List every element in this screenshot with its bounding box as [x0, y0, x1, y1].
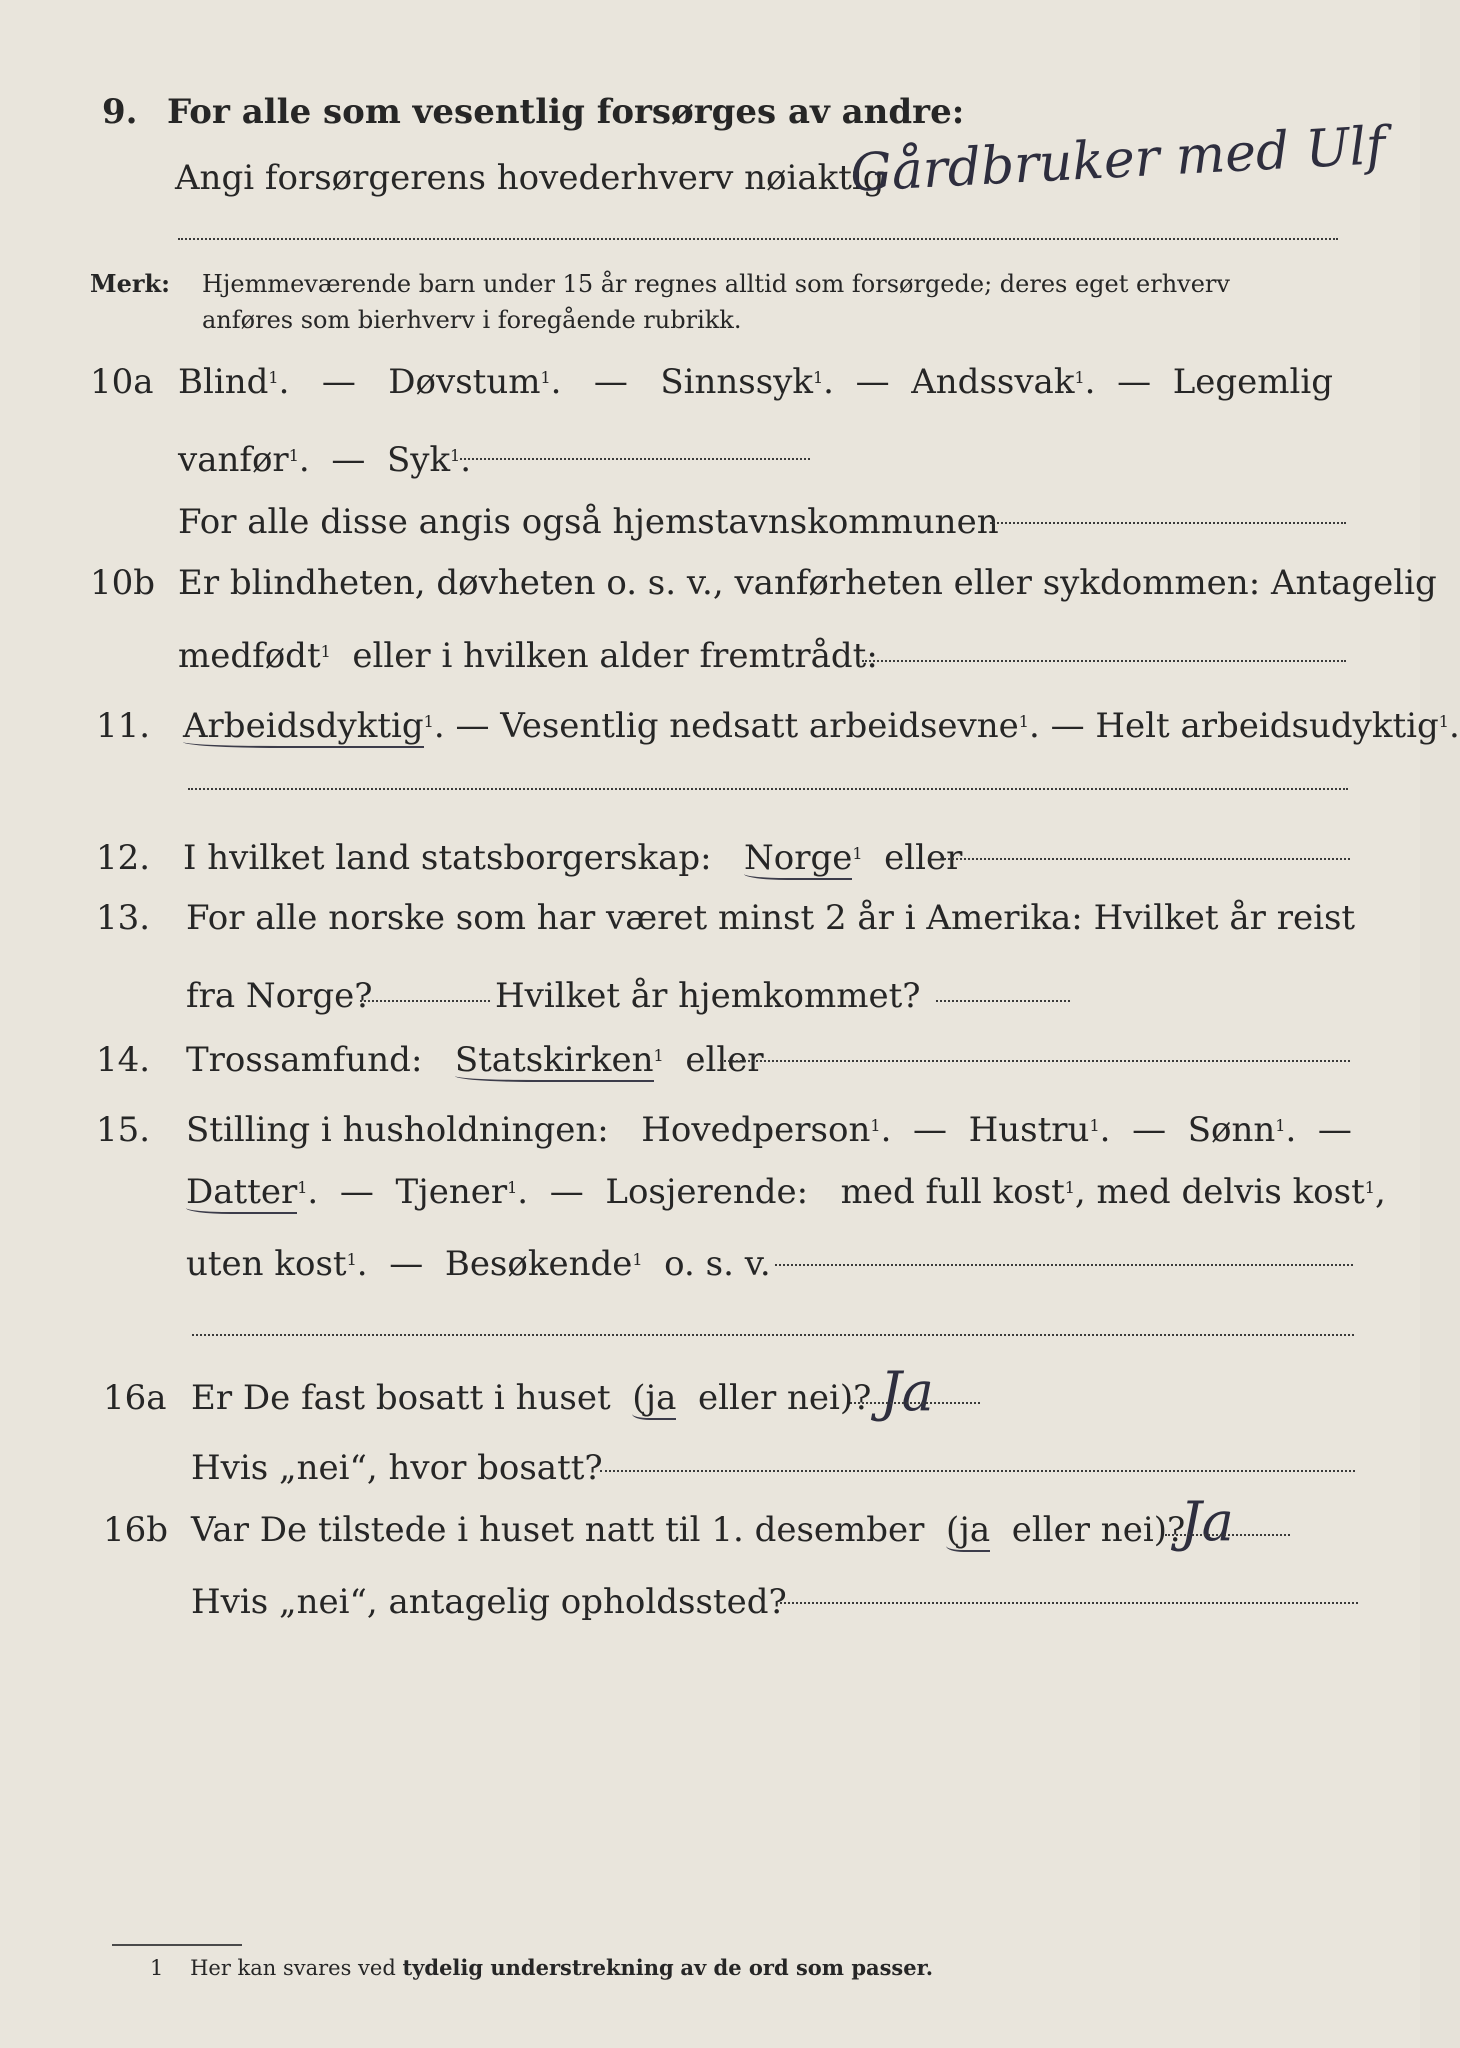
opt-tjener: Tjener [395, 1172, 508, 1212]
merk-text-2: anføres som bierhverv i foregående rubrikk. [202, 306, 742, 334]
q16b-answer-line [1165, 1534, 1290, 1536]
q10a-hjemstavn-line [990, 522, 1346, 524]
q9-question: For alle som vesentlig forsørges av andre: [167, 92, 965, 132]
opt-full-kost: med full kost [840, 1172, 1065, 1212]
q16a-answer-line [850, 1402, 980, 1404]
q16a-question: Er De fast bosatt i huset [191, 1378, 611, 1418]
q14-question: Trossamfund: [186, 1040, 423, 1080]
footnote: 1 Her kan svares ved tydelig understrekning av de ord som passer. [150, 1955, 934, 1980]
opt-statskirken-underlined: Statskirken [454, 1040, 654, 1080]
q13-hjemkommet-line [936, 1000, 1070, 1002]
opt-vanfor: vanfør [178, 440, 289, 480]
footnote-mark: 1 [150, 1956, 164, 1980]
opt-legemlig: Legemlig [1172, 362, 1334, 402]
q16a-number: 16a [103, 1378, 167, 1418]
q10b-number: 10b [90, 563, 156, 603]
q9-number: 9. [102, 92, 138, 132]
opt-uten-kost: uten kost [186, 1244, 347, 1284]
q9-handwritten-answer: Gårdbruker med Ulf [848, 116, 1387, 204]
q12-number: 12. [96, 838, 151, 878]
q16b-hvis-nei: Hvis „nei“, antagelig opholdssted? [191, 1582, 787, 1622]
q16a-hvis-nei: Hvis „nei“, hvor bosatt? [191, 1448, 603, 1488]
q14-number: 14. [96, 1040, 151, 1080]
q13-reist-line [360, 1000, 490, 1002]
q10b-alder: eller i hvilken alder fremtrådt: [352, 636, 878, 676]
q11-number: 11. [96, 706, 151, 746]
opt-datter-underlined: Datter [186, 1172, 298, 1212]
opt-dovstum: Døvstum [388, 362, 541, 402]
q10b-question: Er blindheten, døvheten o. s. v., vanførheten eller sykdommen: Antagelig [178, 563, 1437, 603]
opt-helt-arbeidsudyktig: Helt arbeidsudyktig [1095, 706, 1439, 746]
opt-syk: Syk [386, 440, 451, 480]
q13-question: For alle norske som har været minst 2 år i Amerika: Hvilket år reist [186, 898, 1356, 938]
q12-answer-line [940, 858, 1350, 860]
footnote-rule [112, 1944, 242, 1946]
opt-sinnssyk: Sinnssyk [660, 362, 813, 402]
opt-hovedperson: Hovedperson [641, 1110, 871, 1150]
q15-extra-line [192, 1334, 1354, 1336]
q9-sub-question: Angi forsørgerens hovederhverv nøiaktig [175, 158, 885, 198]
q16b-handwritten-answer: Ja [1180, 1490, 1234, 1553]
opt-arbeidsdyktig-underlined: Arbeidsdyktig [183, 706, 424, 746]
q15-answer-line [775, 1264, 1353, 1266]
opt-ja-underlined-2: (ja [946, 1510, 991, 1550]
q14-answer-line [720, 1060, 1350, 1062]
q15-number: 15. [96, 1110, 151, 1150]
opt-sonn: Sønn [1187, 1110, 1276, 1150]
q16b-opholdssted-line [780, 1602, 1358, 1604]
q16b-number: 16b [103, 1510, 169, 1550]
opt-hustru: Hustru [968, 1110, 1090, 1150]
opt-ja-underlined: (ja [632, 1378, 677, 1418]
q13-number: 13. [96, 898, 151, 938]
q10a-syk-line [460, 458, 810, 460]
q16a-bosatt-line [600, 1470, 1355, 1472]
q10a-number: 10a [90, 362, 154, 402]
q9-answer-line [178, 238, 1338, 240]
opt-delvis-kost: med delvis kost [1096, 1172, 1365, 1212]
census-form-page: 9. For alle som vesentlig forsørges av andre: Angi forsørgerens hovederhverv nøiaktig Gårdbruker med Ulf Merk: Hjemmeværende barn under 15 år regnes alltid som forsørgede; deres eget erhverv anføres som bierhverv i foregående rubrikk. 10a Blind$^1$. — Døvstum$^1$. — Sinnssyk$^1$. — Andssvak$^1$. — Legemlig vanfør$^1$. — Syk$^1$. For alle disse angis også hjemstavnskommunen 10b Er blindheten, døvheten o. s. v., vanførheten eller sykdommen: Antagelig medfødt$^1$ eller i hvilken alder fremtrådt: 11. Arbeidsdyktig$^1$. — Vesentlig nedsatt arbeidsevne$^1$. — Helt arbeidsudyktig$^1$. 12. I hvilket land statsborgerskap: Norge$^1$ eller 13. For alle norske som har været minst 2 år i Amerika: Hvilket år reist fra Norge? Hvilket år hjemkommet? 14. Trossamfund: Statskirken$^1$ eller 15. Stilling i husholdningen: Hovedperson$^1$. — Hustru$^1$. — Sønn$^1$. — Datter$^1$. — Tjener$^1$. — Losjerende: med full kost$^1$, med delvis kost$^1$, uten kost$^1$. — Besøkende$^1$ o. s. v. 16a Er De fast bosatt i huset (ja eller nei)? Ja Hvis „nei“, hvor bosatt? 16b Var De tilstede i huset natt til 1. desember (ja eller nei)? Ja Hvis „nei“, antagelig opholdssted? 1 Her kan svares ved tydelig understrekning av de ord som passer. [0, 0, 1420, 2048]
q11-answer-line [188, 788, 1348, 790]
q16b-question: Var De tilstede i huset natt til 1. desember [191, 1510, 925, 1550]
opt-norge-underlined: Norge [744, 838, 853, 878]
opt-medfodt: medfødt [178, 636, 321, 676]
merk-text-1: Hjemmeværende barn under 15 år regnes alltid som forsørgede; deres eget erhverv [202, 270, 1230, 298]
q12-question: I hvilket land statsborgerskap: [183, 838, 712, 878]
q13-hjemkommet: Hvilket år hjemkommet? [495, 976, 921, 1016]
merk-label: Merk: [90, 269, 170, 298]
q16a-handwritten-answer: Ja [880, 1360, 934, 1423]
opt-vesentlig-nedsatt: Vesentlig nedsatt arbeidsevne [500, 706, 1019, 746]
q10b-answer-line [862, 660, 1346, 662]
opt-blind: Blind [178, 362, 269, 402]
opt-andssvak: Andssvak [911, 362, 1075, 402]
opt-besokende: Besøkende [444, 1244, 633, 1284]
q13-reist: fra Norge? [186, 976, 373, 1016]
q10a-options: Blind$^1$. — Døvstum$^1$. — Sinnssyk$^1$. — Andssvak$^1$. — Legemlig [178, 362, 1334, 402]
q10a-hjemstavn: For alle disse angis også hjemstavnskommunen [178, 502, 999, 542]
